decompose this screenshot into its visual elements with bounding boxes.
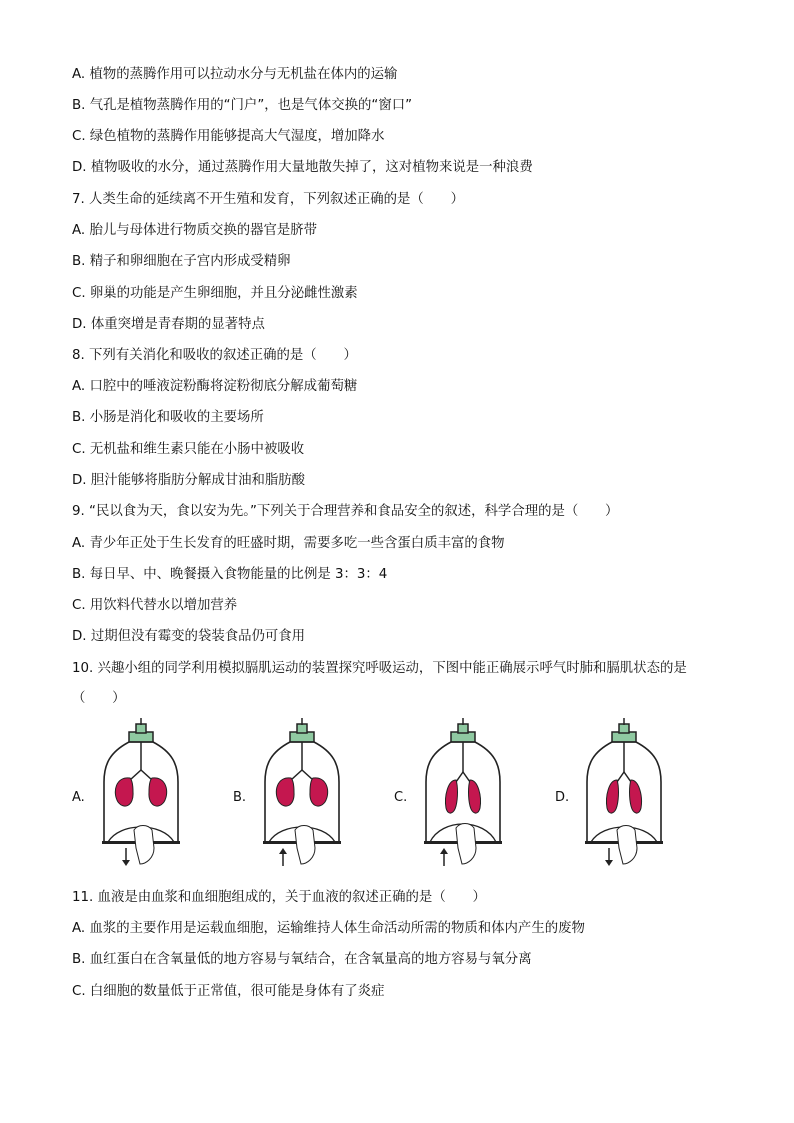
q8-option-a: A. 口腔中的唾液淀粉酶将淀粉彻底分解成葡萄糖 [72, 379, 358, 394]
q7-option-a: A. 胎儿与母体进行物质交换的器官是脐带 [72, 223, 318, 238]
lung-shape [606, 780, 618, 813]
lung-shape [469, 780, 481, 813]
q7-stem: 7. 人类生命的延续离不开生殖和发育，下列叙述正确的是（ ） [72, 192, 464, 207]
q11-option-c: C. 白细胞的数量低于正常值，很可能是身体有了炎症 [72, 984, 385, 999]
lung-shape [276, 778, 294, 806]
lung-shape [630, 780, 642, 813]
figure-label: A. [72, 790, 85, 805]
q11-stem: 11. 血液是由血浆和血细胞组成的，关于血液的叙述正确的是（ ） [72, 890, 486, 905]
q7-option-b: B. 精子和卵细胞在子宫内形成受精卵 [72, 254, 291, 269]
q6-option-c: C. 绿色植物的蒸腾作用能够提高大气湿度，增加降水 [72, 129, 385, 144]
figure-label: C. [394, 790, 408, 805]
q8-option-d: D. 胆汁能够将脂肪分解成甘油和脂肪酸 [72, 473, 306, 488]
q9-stem: 9. “民以食为天，食以安为先。”下列关于合理营养和食品安全的叙述，科学合理的是（ ） [72, 504, 619, 519]
option-c-figure [394, 718, 504, 868]
figure-label: B. [233, 790, 247, 805]
q9-option-b: B. 每日早、中、晚餐摄入食物能量的比例是 3：3：4 [72, 567, 388, 582]
q9-option-d: D. 过期但没有霉变的袋装食品仍可食用 [72, 629, 306, 644]
option-b-figure [233, 718, 343, 868]
lung-shape [149, 778, 167, 806]
q7-option-d: D. 体重突增是青春期的显著特点 [72, 317, 265, 332]
lung-shape [445, 780, 457, 813]
q8-stem: 8. 下列有关消化和吸收的叙述正确的是（ ） [72, 348, 357, 363]
bell-jar-diagram [261, 718, 343, 868]
q8-option-c: C. 无机盐和维生素只能在小肠中被吸收 [72, 442, 305, 457]
q9-option-a: A. 青少年正处于生长发育的旺盛时期，需要多吃一些含蛋白质丰富的食物 [72, 536, 505, 551]
option-a-figure [72, 718, 182, 868]
q10-stem: 10. 兴趣小组的同学利用模拟膈肌运动的装置探究呼吸运动，下图中能正确展示呼气时肺和膈肌状态的是 [72, 661, 687, 676]
q10-stem-paren: （ ） [72, 691, 126, 706]
bell-jar-diagram [583, 718, 665, 868]
q9-option-c: C. 用饮料代替水以增加营养 [72, 598, 238, 613]
q6-option-d: D. 植物吸收的水分，通过蒸腾作用大量地散失掉了，这对植物来说是一种浪费 [72, 160, 533, 175]
option-d-figure [555, 718, 665, 868]
q11-option-a: A. 血浆的主要作用是运载血细胞，运输维持人体生命活动所需的物质和体内产生的废物 [72, 921, 585, 936]
bell-jar-diagram [422, 718, 504, 868]
q8-option-b: B. 小肠是消化和吸收的主要场所 [72, 410, 264, 425]
lung-shape [115, 778, 133, 806]
figure-label: D. [555, 790, 570, 805]
bell-jar-diagram [100, 718, 182, 868]
q6-option-b: B. 气孔是植物蒸腾作用的“门户”，也是气体交换的“窗口” [72, 98, 413, 113]
q7-option-c: C. 卵巢的功能是产生卵细胞，并且分泌雌性激素 [72, 286, 358, 301]
q11-option-b: B. 血红蛋白在含氧量低的地方容易与氧结合，在含氧量高的地方容易与氧分离 [72, 952, 532, 967]
q6-option-a: A. 植物的蒸腾作用可以拉动水分与无机盐在体内的运输 [72, 67, 398, 82]
lung-shape [310, 778, 328, 806]
